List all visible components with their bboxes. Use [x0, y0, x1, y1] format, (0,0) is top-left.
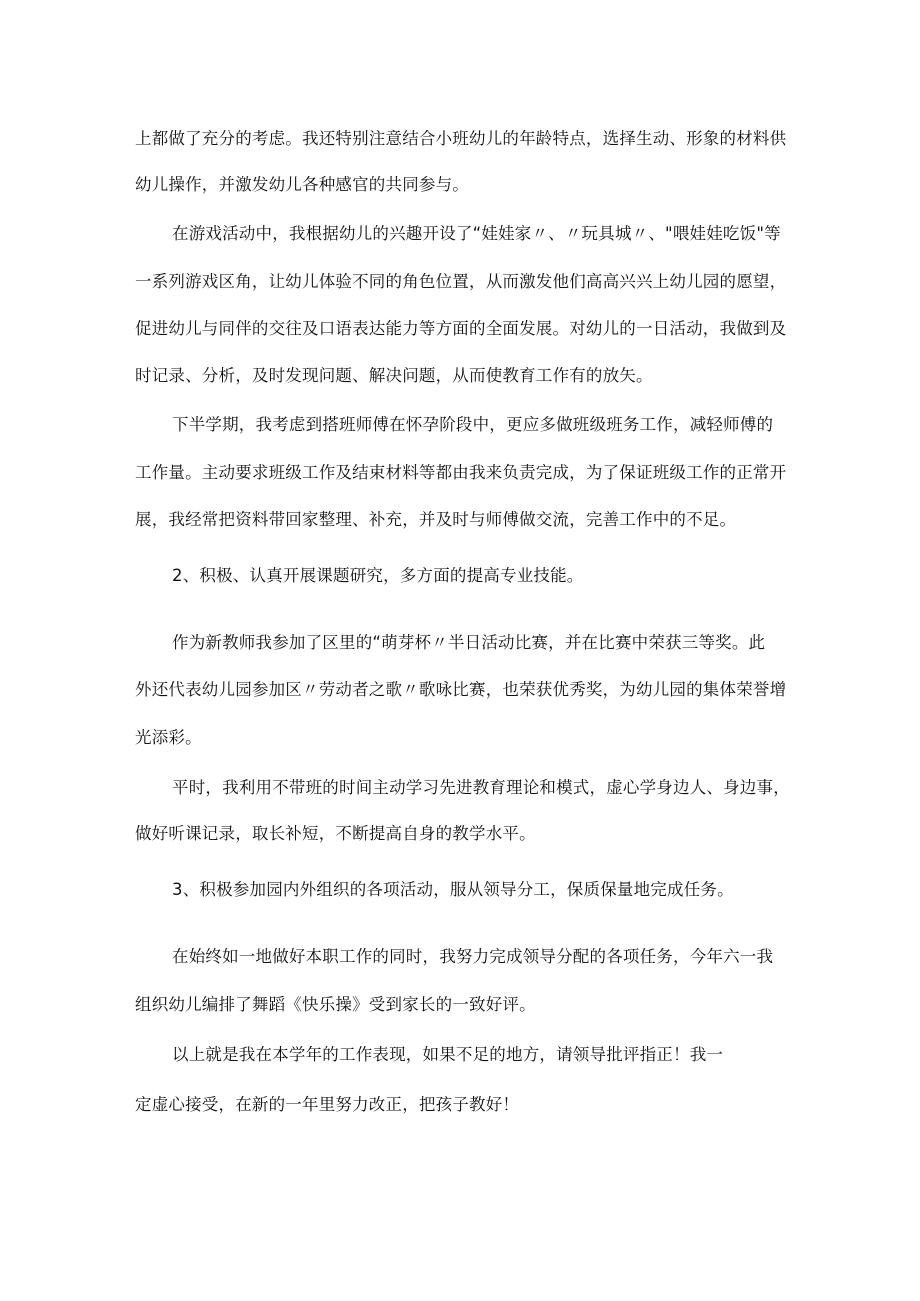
text-line: 作为新教师我参加了区里的“萌芽杯〃半日活动比赛，并在比赛中荣获三等奖。此 [172, 633, 766, 652]
text-line: 组织幼儿编排了舞蹈《快乐操》受到家长的一致好评。 [135, 995, 536, 1014]
text-line: 幼儿操作，并激发幼儿各种感官的共同参与。 [135, 175, 469, 194]
text-line: 时记录、分析，及时发现问题、解决问题，从而使教育工作有的放矢。 [135, 366, 653, 385]
text-line: 在游戏活动中，我根据幼儿的兴趣开设了“娃娃家〃、〃玩具城〃、"喂娃娃吃饭"等 [172, 224, 781, 243]
section-heading: 3、积极参加园内外组织的各项活动，服从领导分工，保质保量地完成任务。 [172, 880, 734, 899]
section-heading: 2、积极、认真开展课题研究，多方面的提高专业技能。 [172, 566, 584, 585]
text-line: 在始终如一地做好本职工作的同时，我努力完成领导分配的各项任务，今年六一我 [172, 947, 774, 966]
text-line: 平时，我利用不带班的时间主动学习先进教育理论和模式，虚心学身边人、身边事， [172, 778, 790, 797]
text-line: 工作量。主动要求班级工作及结束材料等都由我来负责完成，为了保证班级工作的正常开 [135, 463, 787, 482]
text-line: 下半学期，我考虑到搭班师傅在怀孕阶段中，更应多做班级班务工作，减轻师傅的 [172, 415, 774, 434]
text-line: 展，我经常把资料带回家整理、补充，并及时与师傅做交流，完善工作中的不足。 [135, 510, 737, 529]
text-line: 做好听课记录，取长补短，不断提高自身的教学水平。 [135, 824, 536, 843]
text-line: 一系列游戏区角，让幼儿体验不同的角色位置，从而激发他们高高兴兴上幼儿园的愿望， [135, 272, 787, 291]
text-line: 定虚心接受，在新的一年里努力改正，把孩子教好！ [135, 1095, 520, 1114]
text-line: 以上就是我在本学年的工作表现，如果不足的地方，请领导批评指正！我一 [172, 1045, 724, 1064]
text-line: 外还代表幼儿园参加区〃劳动者之歌〃歌咏比赛，也荣获优秀奖，为幼儿园的集体荣誉增 [135, 680, 787, 699]
text-line: 光添彩。 [135, 728, 202, 747]
text-line: 上都做了充分的考虑。我还特别注意结合小班幼儿的年龄特点，选择生动、形象的材料供 [135, 129, 787, 148]
text-line: 促进幼儿与同伴的交往及口语表达能力等方面的全面发展。对幼儿的一日活动，我做到及 [135, 319, 787, 338]
